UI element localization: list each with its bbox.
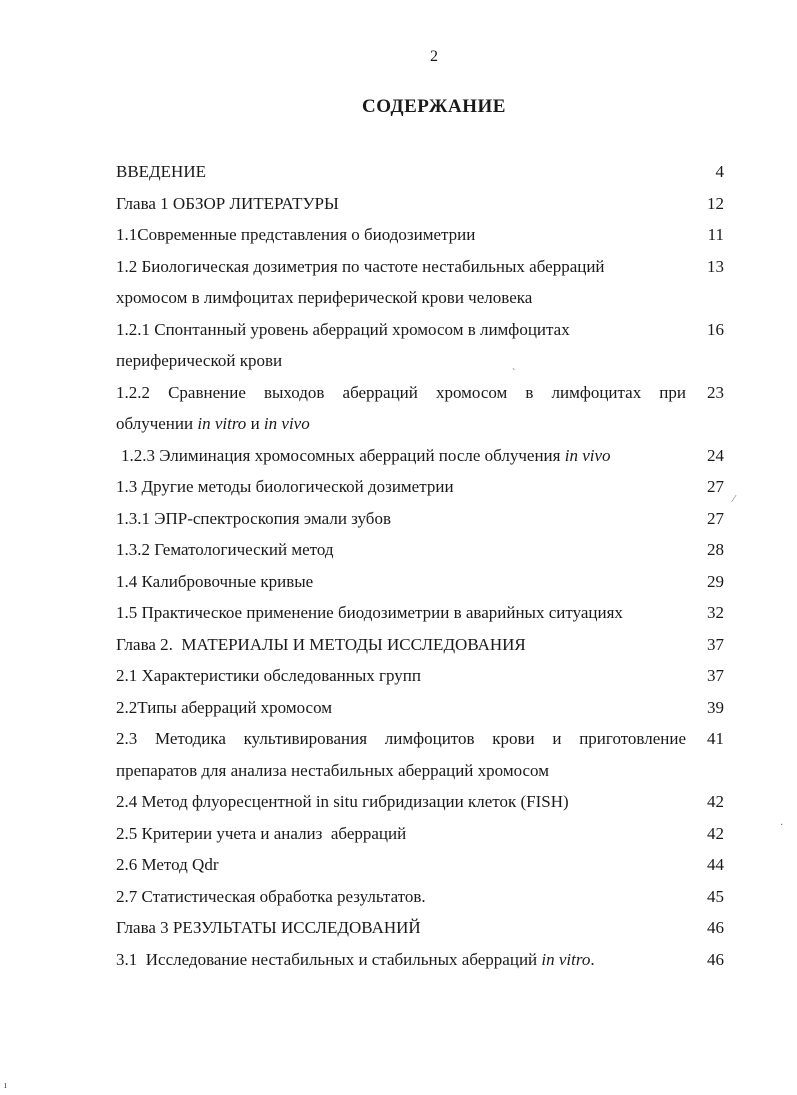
table-of-contents xyxy=(116,156,726,975)
toc-page-number: 23 xyxy=(707,382,724,402)
toc-entry: Глава 3 РЕЗУЛЬТАТЫ ИССЛЕДОВАНИЙ 46 xyxy=(116,912,726,944)
toc-page-number: 24 xyxy=(707,445,724,465)
toc-page-number: 29 xyxy=(707,571,724,591)
scan-speck: ˋ xyxy=(512,368,516,379)
toc-entry: 3.1 Исследование нестабильных и стабильных аберраций in vitro. 46 xyxy=(116,944,726,976)
scan-speck: ı xyxy=(4,1080,7,1091)
toc-entry: 1.2.2 Сравнение выходов аберраций хромосом в лимфоцитах при облучении in vitro и in vivo 23 xyxy=(116,377,726,440)
toc-entry: Глава 1 ОБЗОР ЛИТЕРАТУРЫ 12 xyxy=(116,188,726,220)
toc-page-number: 27 xyxy=(707,477,724,496)
toc-entry: 1.2.3 Элиминация хромосомных аберраций после облучения in vivo 24 xyxy=(116,440,726,472)
toc-page-number: 44 xyxy=(707,855,724,874)
toc-entry: 1.1Современные представления о биодозиметрии 11 xyxy=(116,219,726,251)
toc-page-number: 12 xyxy=(707,193,724,213)
toc-page-number: 11 xyxy=(707,225,724,244)
toc-entry: ВВЕДЕНИЕ 4 xyxy=(116,156,726,188)
toc-entry: 2.6 Метод Qdr 44 xyxy=(116,849,726,881)
toc-entry: 1.2.1 Спонтанный уровень аберраций хромосом в лимфоцитах периферической крови 16 xyxy=(116,314,726,377)
toc-page-number: 37 xyxy=(707,666,724,685)
toc-page-number: 42 xyxy=(707,792,724,811)
scan-speck: ⁄ xyxy=(733,494,735,505)
toc-entry: 1.5 Практическое применение биодозиметрии в аварийных ситуациях 32 xyxy=(116,597,726,629)
toc-page-number: 32 xyxy=(707,603,724,622)
toc-entry: 2.5 Критерии учета и анализ аберраций 42 xyxy=(116,818,726,850)
toc-entry: 2.7 Статистическая обработка результатов. 45 xyxy=(116,881,726,913)
toc-page-number: 41 xyxy=(707,729,724,748)
toc-entry: 2.3 Методика культивирования лимфоцитов крови и приготовление препаратов для анализа нестабильных аберраций хромосом 41 xyxy=(116,723,726,786)
toc-entry: 1.2 Биологическая дозиметрия по частоте нестабильных аберраций хромосом в лимфоцитах периферической крови человека 13 xyxy=(116,251,726,314)
toc-entry: 1.3.2 Гематологический метод 28 xyxy=(116,534,726,566)
toc-page-number: 16 xyxy=(707,319,724,339)
toc-page-number: 28 xyxy=(707,540,724,559)
toc-page-number: 45 xyxy=(707,886,724,906)
page-title: СОДЕРЖАНИЕ xyxy=(362,96,506,117)
toc-entry: 1.3 Другие методы биологической дозиметрии 27 xyxy=(116,471,726,503)
toc-page-number: 27 xyxy=(707,508,724,528)
toc-page-number: 42 xyxy=(707,823,724,843)
toc-entry: 1.3.1 ЭПР-спектроскопия эмали зубов 27 xyxy=(116,503,726,535)
toc-entry: Глава 2. МАТЕРИАЛЫ И МЕТОДЫ ИССЛЕДОВАНИЯ 37 xyxy=(116,629,726,661)
toc-page-number: 4 xyxy=(715,162,724,181)
toc-entry: 2.1 Характеристики обследованных групп 37 xyxy=(116,660,726,692)
toc-page-number: 13 xyxy=(707,256,724,276)
page-number: 2 xyxy=(430,48,438,65)
toc-page-number: 46 xyxy=(707,949,724,969)
scan-speck: · xyxy=(780,820,784,831)
toc-page-number: 37 xyxy=(707,634,724,654)
toc-entry: 2.4 Метод флуоресцентной in situ гибридизации клеток (FISH) 42 xyxy=(116,786,726,818)
toc-entry: 2.2Типы аберраций хромосом 39 xyxy=(116,692,726,724)
toc-page-number: 46 xyxy=(707,918,724,937)
toc-entry: 1.4 Калибровочные кривые 29 xyxy=(116,566,726,598)
toc-page-number: 39 xyxy=(707,697,724,717)
